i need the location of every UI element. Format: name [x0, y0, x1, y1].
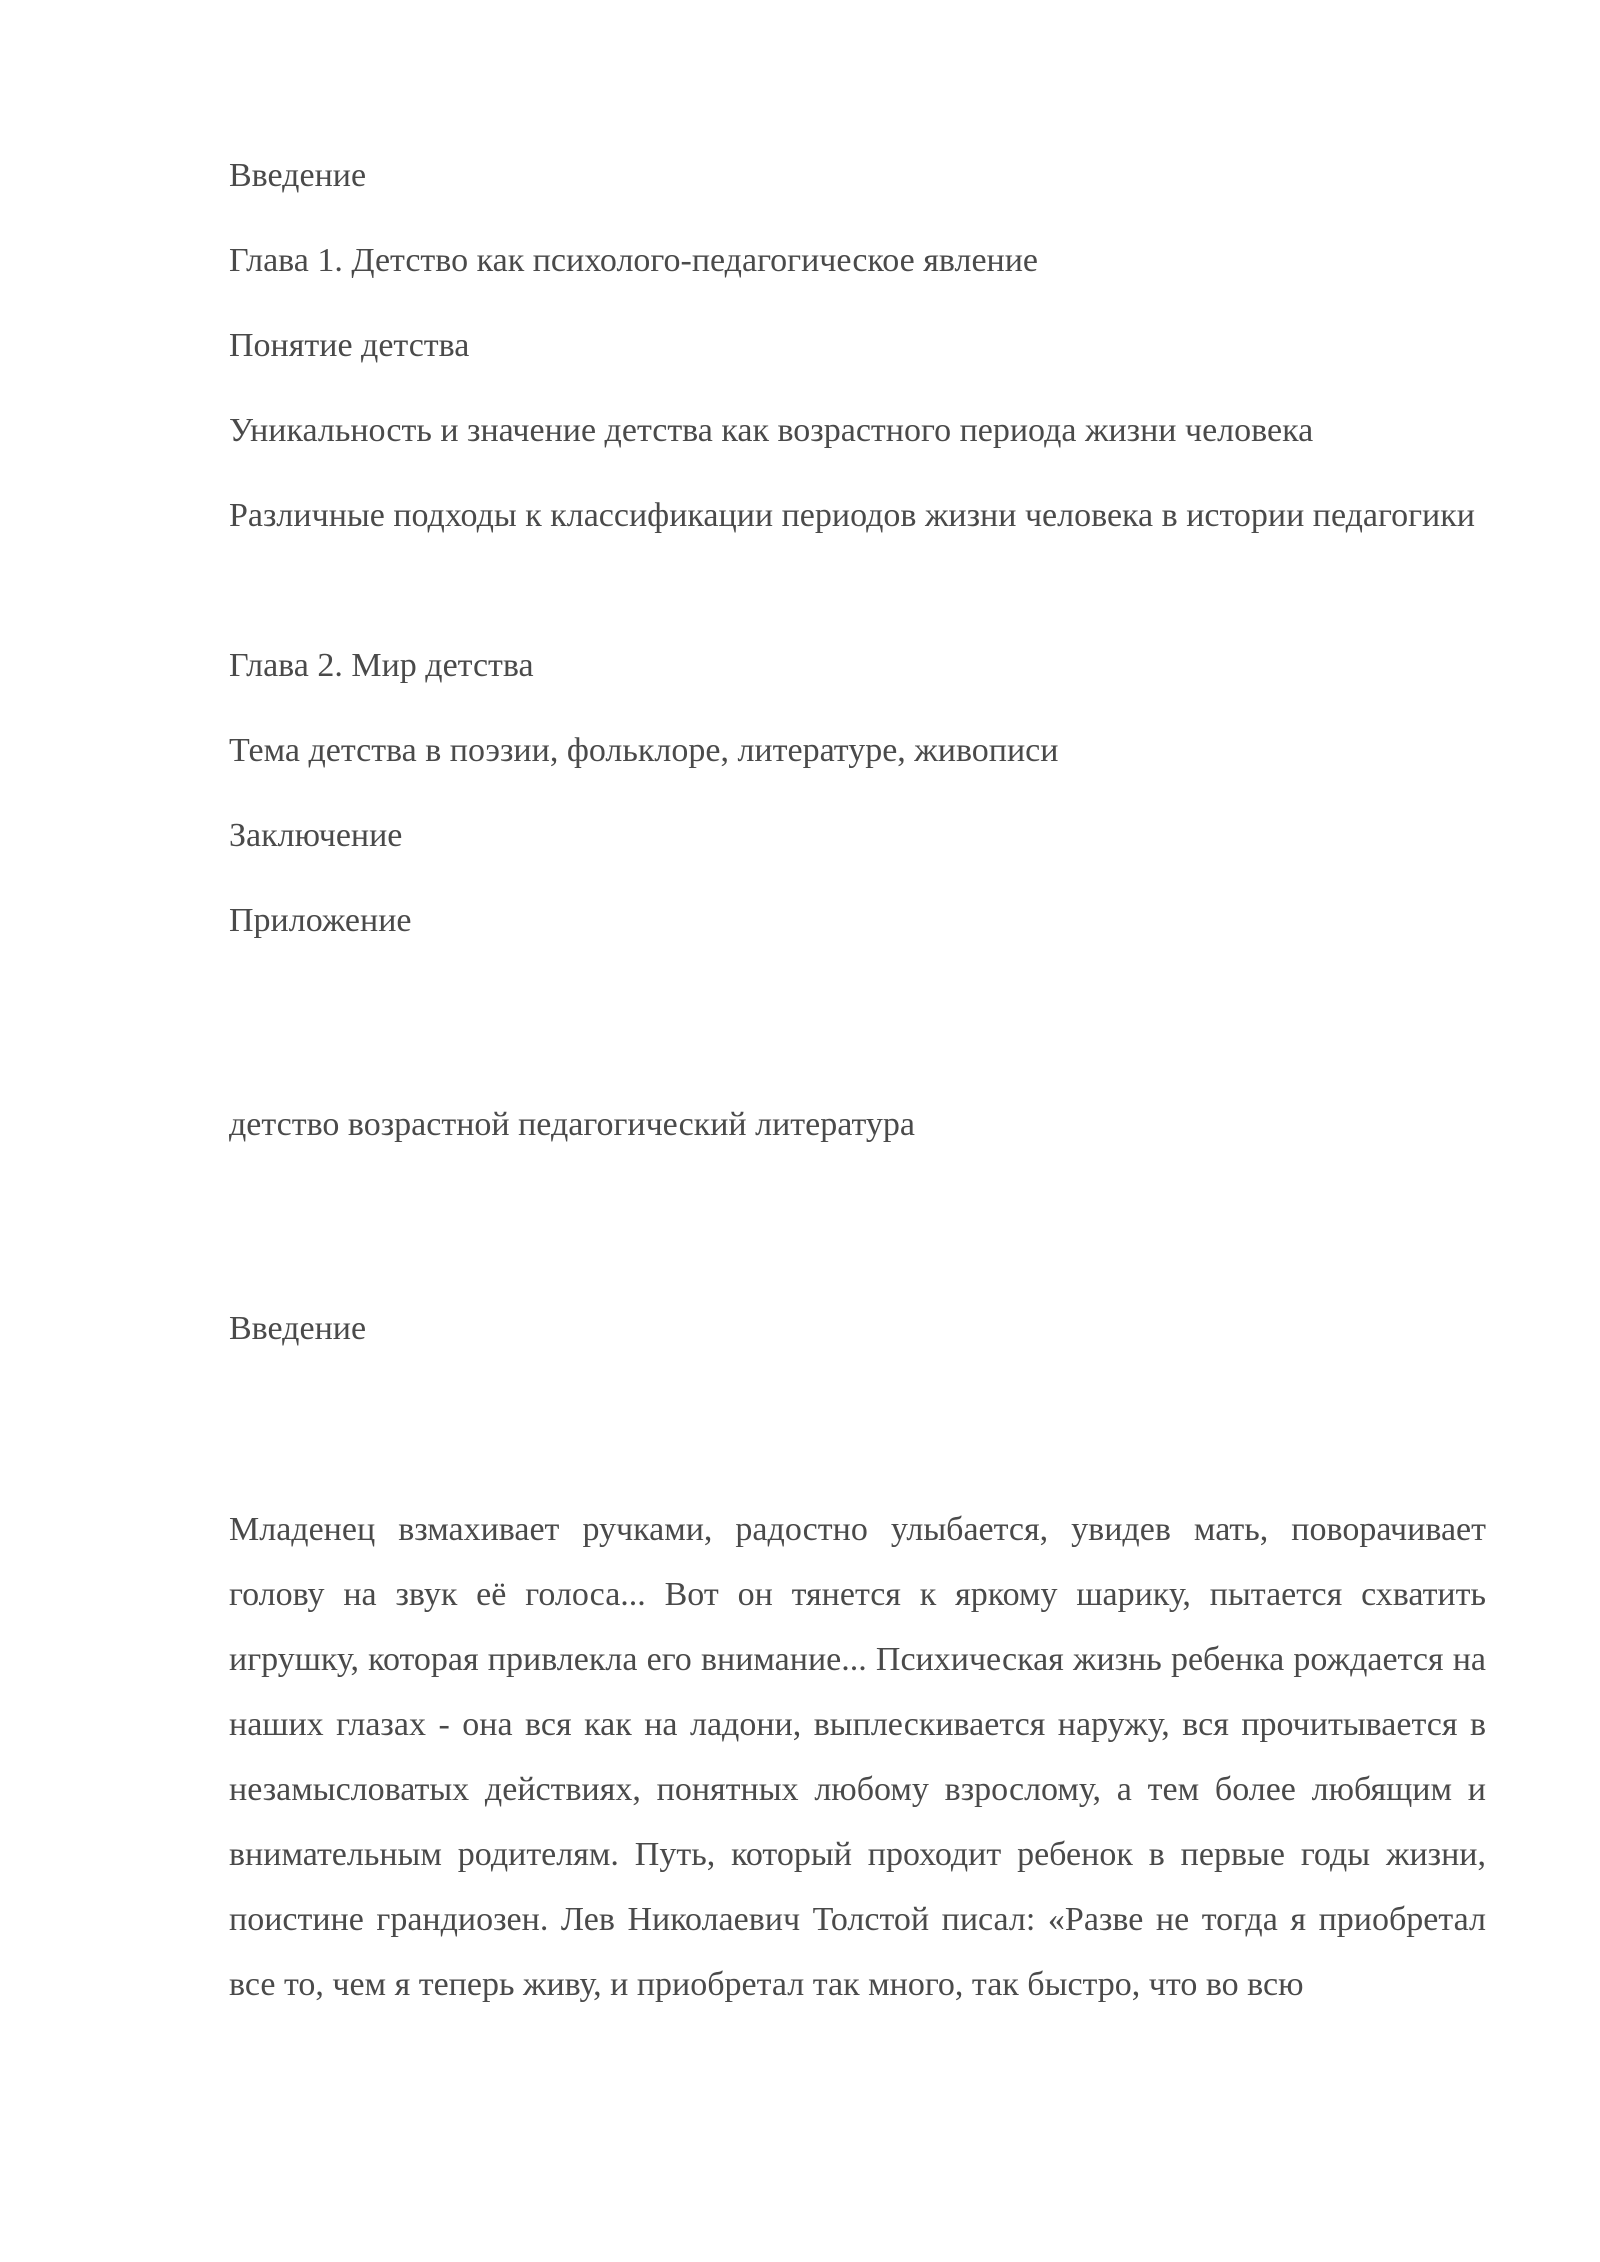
- toc-item-classification-approaches: Различные подходы к классификации периодов жизни человека в истории педагогики: [229, 497, 1475, 534]
- toc-item-concept-of-childhood: Понятие детства: [229, 327, 470, 364]
- toc-item-uniqueness: Уникальность и значение детства как возрастного периода жизни человека: [229, 412, 1314, 449]
- body-paragraph: Младенец взмахивает ручками, радостно улыбается, увидев мать, поворачивает голову на звук её голоса... Вот он тянется к яркому шарику, пытается схватить игрушку, которая привлекла его внимание... Психическая жизнь ребенка рождается на наших глазах - она вся как на ладони, выплескивается наружу, вся прочитывается в незамысловатых действиях, понятных любому взрослому, а тем более любящим и внимательным родителям. Путь, который проходит ребенок в первые годы жизни, поистине грандиозен. Лев Николаевич Толстой писал: «Разве не тогда я приобретал все то, чем я теперь живу, и приобретал так много, так быстро, что во всю: [229, 1511, 1486, 2003]
- toc-item-chapter-1: Глава 1. Детство как психолого-педагогическое явление: [229, 242, 1039, 279]
- toc-item-appendix: Приложение: [229, 902, 412, 939]
- toc-item-chapter-2: Глава 2. Мир детства: [229, 647, 534, 684]
- section-title: Введение: [229, 1310, 367, 1347]
- toc-item-introduction: Введение: [229, 157, 367, 194]
- toc-item-conclusion: Заключение: [229, 817, 403, 854]
- toc-item-theme-of-childhood: Тема детства в поэзии, фольклоре, литературе, живописи: [229, 732, 1059, 769]
- keywords-line: детство возрастной педагогический литература: [229, 1106, 915, 1143]
